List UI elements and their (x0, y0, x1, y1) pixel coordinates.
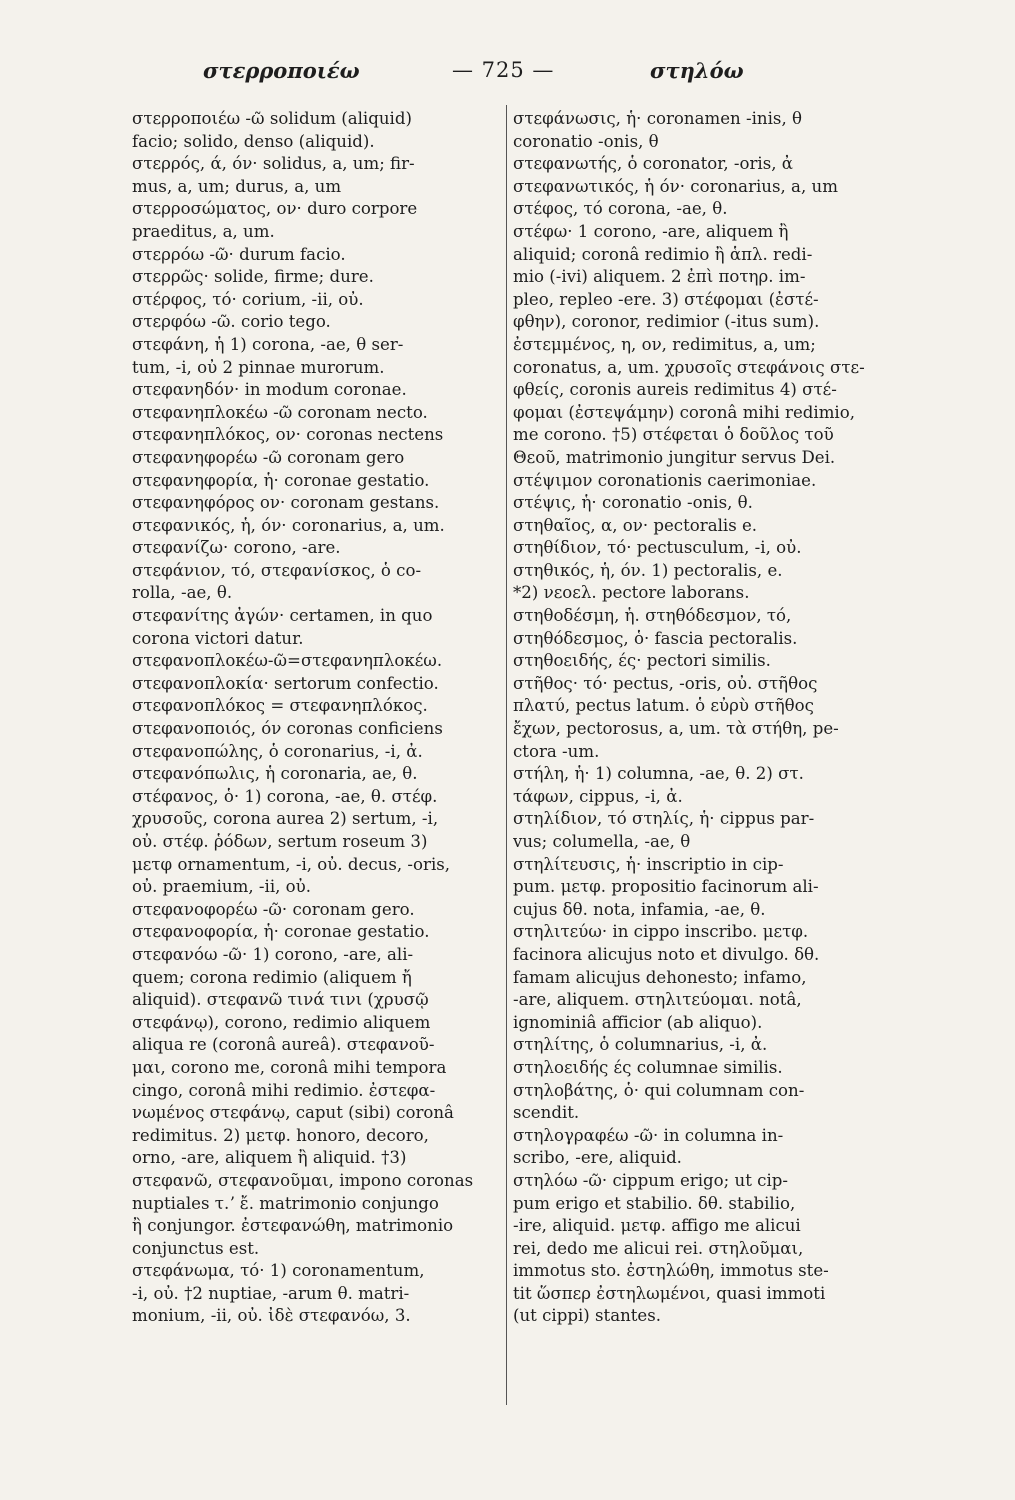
dictionary-line: φθην), coronor, redimior (-itus sum). (513, 312, 820, 332)
dictionary-line: ἔχων, pectorosus, a, um. τὰ στήθη, pe- (513, 719, 839, 739)
dictionary-line: facinora alicujus noto et divulgo. δθ. (513, 944, 820, 964)
dictionary-line: στεφανοπλοκέω-ῶ=στεφανηπλοκέω. (132, 651, 443, 671)
dictionary-line: στέφω· 1 corono, -are, aliquem ἢ (513, 221, 789, 241)
dictionary-line: immotus sto. ἐστηλώθη, immotus ste- (513, 1261, 829, 1281)
page-number: — 725 — (452, 58, 555, 82)
dictionary-line: στηλίδιον, τό στηλίς, ἡ· cippus par- (513, 809, 815, 829)
dictionary-line: praeditus, a, um. (132, 221, 275, 241)
dictionary-line: στεφανοφορέω -ῶ· coronam gero. (132, 899, 415, 919)
dictionary-line: cingo, coronâ mihi redimio. ἐστεφα- (132, 1080, 436, 1100)
dictionary-line: monium, -ii, οὐ. ἰδὲ στεφανόω, 3. (132, 1306, 411, 1326)
dictionary-line: conjunctus est. (132, 1238, 260, 1258)
dictionary-line: μετφ ornamentum, -i, οὐ. decus, -oris, (132, 854, 451, 874)
left-running-headword: στερροποιέω (203, 58, 360, 83)
dictionary-line: στεφανωτικός, ἡ όν· coronarius, a, um (513, 176, 838, 196)
dictionary-line: στεφανηφόρος ον· coronam gestans. (132, 493, 440, 513)
dictionary-line: στεφανοπλόκος = στεφανηπλόκος. (132, 696, 428, 716)
dictionary-line: στηλίτευσις, ἡ· inscriptio in cip- (513, 854, 784, 874)
dictionary-line: στερρῶς· solide, firme; dure. (132, 267, 374, 287)
dictionary-line: στεφανηφορία, ἡ· coronae gestatio. (132, 470, 430, 490)
dictionary-line: στέφανος, ὁ· 1) corona, -ae, θ. στέφ. (132, 786, 438, 806)
dictionary-line: tum, -i, οὐ 2 pinnae murorum. (132, 357, 385, 377)
dictionary-line: στεφανηφορέω -ῶ coronam gero (132, 447, 405, 467)
dictionary-line: στερροποιέω -ῶ solidum (aliquid) (132, 109, 412, 128)
dictionary-line: *2) νεοελ. pectore laborans. (513, 583, 750, 603)
dictionary-line: χρυσοῦς, corona aurea 2) sertum, -i, (132, 809, 439, 829)
dictionary-line: στερφόω -ῶ. corio tego. (132, 312, 331, 332)
dictionary-line: me corono. †5) στέφεται ὁ δοῦλος τοῦ (513, 425, 834, 445)
dictionary-line: στηθίδιον, τό· pectusculum, -i, οὐ. (513, 538, 802, 558)
dictionary-line: στεφανόω -ῶ· 1) corono, -are, ali- (132, 944, 414, 964)
dictionary-line: στηλιτεύω· in cippo inscribo. μετφ. (513, 922, 809, 942)
dictionary-line: στέψις, ἡ· coronatio -onis, θ. (513, 493, 753, 513)
dictionary-line: pum. μετφ. propositio facinorum ali- (513, 877, 819, 897)
dictionary-line: τάφων, cippus, -i, ἀ. (513, 786, 683, 806)
dictionary-line: -are, aliquem. στηλιτεύομαι. notâ, (513, 990, 802, 1010)
dictionary-line: στεφανίζω· corono, -are. (132, 538, 341, 558)
dictionary-line: φθείς, coronis aureis redimitus 4) στέ- (513, 380, 837, 400)
dictionary-line: pleo, repleo -ere. 3) στέφομαι (ἐστέ- (513, 289, 819, 309)
dictionary-line: στεφανοποιός, όν coronas conficiens (132, 719, 443, 739)
dictionary-line: στέφος, τό corona, -ae, θ. (513, 199, 728, 219)
dictionary-line: redimitus. 2) μετφ. honoro, decoro, (132, 1125, 429, 1145)
dictionary-line: στεφάνῳ), corono, redimio aliquem (132, 1012, 431, 1032)
dictionary-line: στηλόω -ῶ· cippum erigo; ut cip- (513, 1170, 788, 1190)
dictionary-line: vus; columella, -ae, θ (513, 832, 691, 851)
dictionary-line: στερρόω -ῶ· durum facio. (132, 244, 346, 264)
dictionary-line: facio; solido, denso (aliquid). (132, 131, 375, 151)
dictionary-line: στῆθος· τό· pectus, -oris, οὐ. στῆθος (513, 673, 818, 693)
dictionary-line: στηλίτης, ὁ columnarius, -i, ἀ. (513, 1035, 768, 1055)
dictionary-line: στεφανοφορία, ἡ· coronae gestatio. (132, 922, 430, 942)
dictionary-line: ἐστεμμένος, η, ον, redimitus, a, um; (513, 334, 816, 354)
dictionary-line: coronatio -onis, θ (513, 131, 659, 151)
dictionary-line: στεφανηπλοκέω -ῶ coronam necto. (132, 402, 428, 422)
dictionary-line: (ut cippi) stantes. (513, 1306, 662, 1326)
dictionary-line: ἢ conjungor. ἐστεφανώθη, matrimonio (132, 1216, 454, 1236)
dictionary-line: στήλη, ἡ· 1) columna, -ae, θ. 2) στ. (513, 764, 804, 784)
dictionary-line: στηλογραφέω -ῶ· in columna in- (513, 1125, 784, 1145)
dictionary-line: στεφανηπλόκος, ον· coronas nectens (132, 425, 444, 445)
dictionary-line: στηλοβάτης, ὁ· qui columnam con- (513, 1080, 805, 1100)
column-divider (506, 105, 507, 1405)
dictionary-line: οὐ. praemium, -ii, οὐ. (132, 877, 312, 897)
dictionary-line: στεφανηδόν· in modum coronae. (132, 380, 407, 400)
dictionary-line: στεφανοπώλης, ὁ coronarius, -i, ἀ. (132, 741, 423, 761)
dictionary-line: tit ὥσπερ ἐστηλωμένοι, quasi immoti (513, 1283, 826, 1303)
dictionary-line: famam alicujus dehonesto; infamo, (513, 967, 807, 987)
dictionary-line: στηθοδέσμη, ἡ. στηθόδεσμον, τό, (513, 606, 792, 626)
dictionary-line: cujus δθ. nota, infamia, -ae, θ. (513, 899, 766, 919)
dictionary-line: orno, -are, aliquem ἢ aliquid. †3) (132, 1148, 407, 1168)
dictionary-line: νωμένος στεφάνῳ, caput (sibi) coronâ (132, 1103, 454, 1123)
dictionary-line: pum erigo et stabilio. δθ. stabilio, (513, 1193, 796, 1213)
dictionary-line: στεφάνιον, τό, στεφανίσκος, ὁ co- (132, 560, 422, 580)
dictionary-line: scribo, -ere, aliquid. (513, 1148, 682, 1168)
right-column (513, 108, 890, 1328)
dictionary-line: στεφάνωμα, τό· 1) coronamentum, (132, 1261, 425, 1281)
dictionary-line: στέψιμον coronationis caerimoniae. (513, 470, 817, 490)
dictionary-line: -i, οὐ. †2 nuptiae, -arum θ. matri- (132, 1283, 410, 1303)
dictionary-line: rei, dedo me alicui rei. στηλοῦμαι, (513, 1238, 804, 1258)
dictionary-line: -ire, aliquid. μετφ. affigo me alicui (513, 1216, 801, 1236)
dictionary-line: nuptiales τ.ʼ ἔ. matrimonio conjungo (132, 1193, 439, 1213)
dictionary-line: στεφανίτης ἀγών· certamen, in quo (132, 606, 433, 626)
dictionary-line: μαι, corono me, coronâ mihi tempora (132, 1057, 447, 1077)
dictionary-line: στεφανῶ, στεφανοῦμαι, impono coronas (132, 1170, 474, 1190)
dictionary-line: στεφανοπλοκία· sertorum confectio. (132, 673, 439, 693)
page-header (0, 58, 1015, 98)
dictionary-line: coronatus, a, um. χρυσοῖς στεφάνοις στε- (513, 357, 865, 377)
dictionary-line: φομαι (ἐστεψάμην) coronâ mihi redimio, (513, 402, 856, 422)
dictionary-line: στηθοειδής, ές· pectori similis. (513, 651, 771, 671)
left-column (132, 108, 494, 1328)
dictionary-line: στεφανόπωλις, ἡ coronaria, ae, θ. (132, 764, 418, 784)
dictionary-line: aliqua re (coronâ aureâ). στεφανοῦ- (132, 1035, 435, 1055)
dictionary-line: aliquid; coronâ redimio ἢ ἁπλ. redi- (513, 244, 813, 264)
dictionary-line: aliquid). στεφανῶ τινά τινι (χρυσῷ (132, 990, 429, 1010)
dictionary-line: mio (-ivi) aliquem. 2 ἐπὶ ποτηρ. im- (513, 267, 806, 287)
dictionary-line: rolla, -ae, θ. (132, 583, 233, 603)
right-running-headword: στηλόω (650, 58, 744, 83)
dictionary-line: πλατύ, pectus latum. ὁ εὐρὺ στῆθος (513, 696, 814, 716)
dictionary-line: στηθαῖος, α, ον· pectoralis e. (513, 515, 758, 535)
dictionary-line: στεφανωτής, ὁ coronator, -oris, ἀ (513, 154, 793, 174)
dictionary-line: mus, a, um; durus, a, um (132, 176, 342, 196)
dictionary-line: στηλοειδής ές columnae similis. (513, 1057, 783, 1077)
dictionary-line: στηθικός, ἡ, όν. 1) pectoralis, e. (513, 560, 783, 580)
dictionary-line: στεφάνωσις, ἡ· coronamen -inis, θ (513, 109, 802, 128)
dictionary-line: στεφανικός, ἡ, όν· coronarius, a, um. (132, 515, 445, 535)
dictionary-line: οὐ. στέφ. ῥόδων, sertum roseum 3) (132, 832, 428, 851)
dictionary-line: corona victori datur. (132, 628, 304, 648)
dictionary-line: ignominiâ afficior (ab aliquo). (513, 1012, 763, 1032)
dictionary-line: στέρφος, τό· corium, -ii, οὐ. (132, 289, 364, 309)
dictionary-line: scendit. (513, 1103, 580, 1123)
dictionary-line: Θεοῦ, matrimonio jungitur servus Dei. (513, 447, 836, 467)
dictionary-line: ctora -um. (513, 741, 600, 761)
dictionary-line: στεφάνη, ἡ 1) corona, -ae, θ ser- (132, 334, 404, 354)
dictionary-line: quem; corona redimio (aliquem ἤ (132, 967, 412, 987)
dictionary-line: στερρός, ά, όν· solidus, a, um; fir- (132, 154, 415, 174)
dictionary-line: στερροσώματος, ον· duro corpore (132, 199, 418, 219)
dictionary-line: στηθόδεσμος, ὁ· fascia pectoralis. (513, 628, 798, 648)
